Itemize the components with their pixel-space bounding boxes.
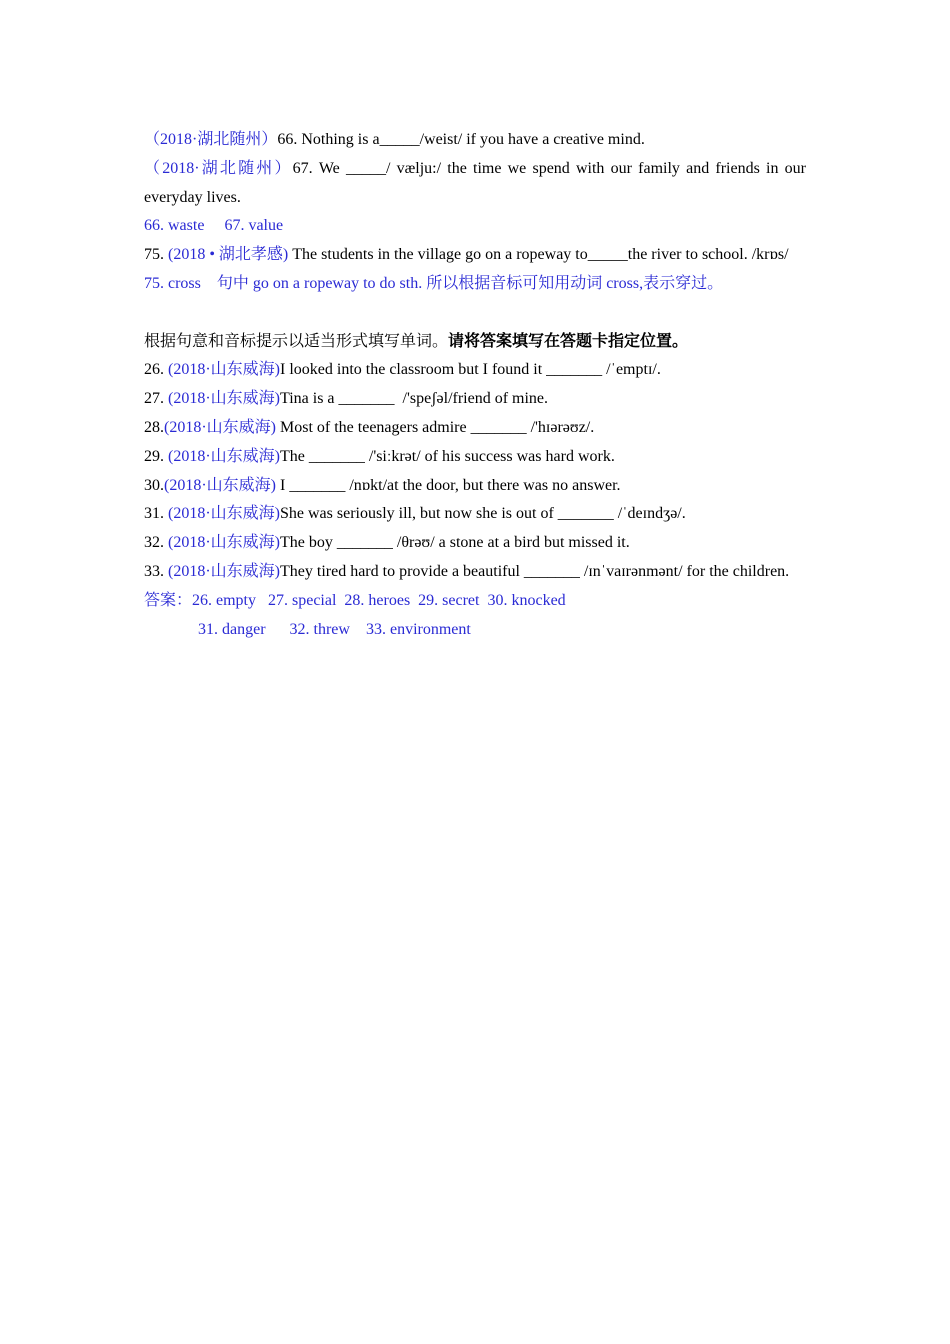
section-instruction [144,328,806,357]
question-75 [144,241,806,270]
question-30 [144,472,806,501]
question-text: 67. We _____/ vælju:/ the time we spend with our family and friends in our everyday lives. [144,159,810,206]
question-27 [144,385,806,414]
question-number: 26. [144,361,168,379]
question-67 [144,155,810,213]
question-source: (2018·山东威海) [164,476,276,494]
question-text: She was seriously ill, but now she is out of _______ /ˈdeɪndʒə/. [280,505,686,523]
question-31 [144,500,806,529]
answers-line-2: 31. danger 32. threw 33. environment [198,620,471,638]
question-number: 31. [144,505,168,523]
question-text: 66. Nothing is a_____/weist/ if you have a creative mind. [277,131,645,148]
question-number: 30. [144,476,164,494]
answers-66-67 [144,212,806,241]
question-source: (2018·山东威海) [168,562,280,580]
question-text: The _______ /'siːkrət/ of his success was hard work. [280,447,615,465]
question-source: (2018 • 湖北孝感) [168,246,289,264]
question-32 [144,529,806,558]
question-text: They tired hard to provide a beautiful _______ /ɪnˈvaɪrənmənt/ for the children. [280,562,790,580]
question-66 [144,126,806,155]
question-text: The students in the village go on a ropeway to_____the river to school. /krɒs/ [288,246,789,264]
question-28 [144,414,806,443]
question-source: (2018·山东威海) [168,534,280,552]
question-source: (2018·山东威海) [168,447,280,465]
instruction-text: 根据句意和音标提示以适当形式填写单词。 [144,332,449,350]
question-33 [144,558,806,587]
question-text: Most of the teenagers admire _______ /'hɪərəʊz/. [276,418,595,436]
answer-66: 66. waste [144,217,205,235]
question-text: Tina is a _______ /'speʃəl/friend of mine. [280,390,549,408]
question-source: (2018·山东威海) [168,390,280,408]
question-number: 29. [144,447,168,465]
instruction-bold-text: 请将答案填写在答题卡指定位置。 [448,332,689,350]
question-text: I _______ /nɒkt/at the door, but there was no answer. [276,476,621,494]
question-number: 28. [144,418,164,436]
question-text: I looked into the classroom but I found it _______ /ˈemptɪ/. [280,361,661,379]
question-text: The boy _______ /θrəʊ/ a stone at a bird but missed it. [280,534,630,552]
answers-line-1: 答案：26. empty 27. special 28. heroes 29. secret 30. knocked [144,591,566,609]
question-source: (2018·山东威海) [168,361,280,379]
question-number: 33. [144,562,168,580]
question-source: （2018·湖北随州） [144,159,293,177]
question-number: 75. [144,246,168,264]
answer-75: 75. cross 句中 go on a ropeway to do sth. 所以根据音标可知用动词 cross,表示穿过。 [144,274,724,292]
answer-67: 67. value [224,217,284,235]
question-number: 32. [144,534,168,552]
question-29 [144,443,806,472]
question-source: （2018·湖北随州） [144,131,278,148]
question-source: (2018·山东威海) [164,418,276,436]
spacer [144,299,806,328]
question-26 [144,356,806,385]
question-source: (2018·山东威海) [168,505,280,523]
question-number: 27. [144,390,168,408]
